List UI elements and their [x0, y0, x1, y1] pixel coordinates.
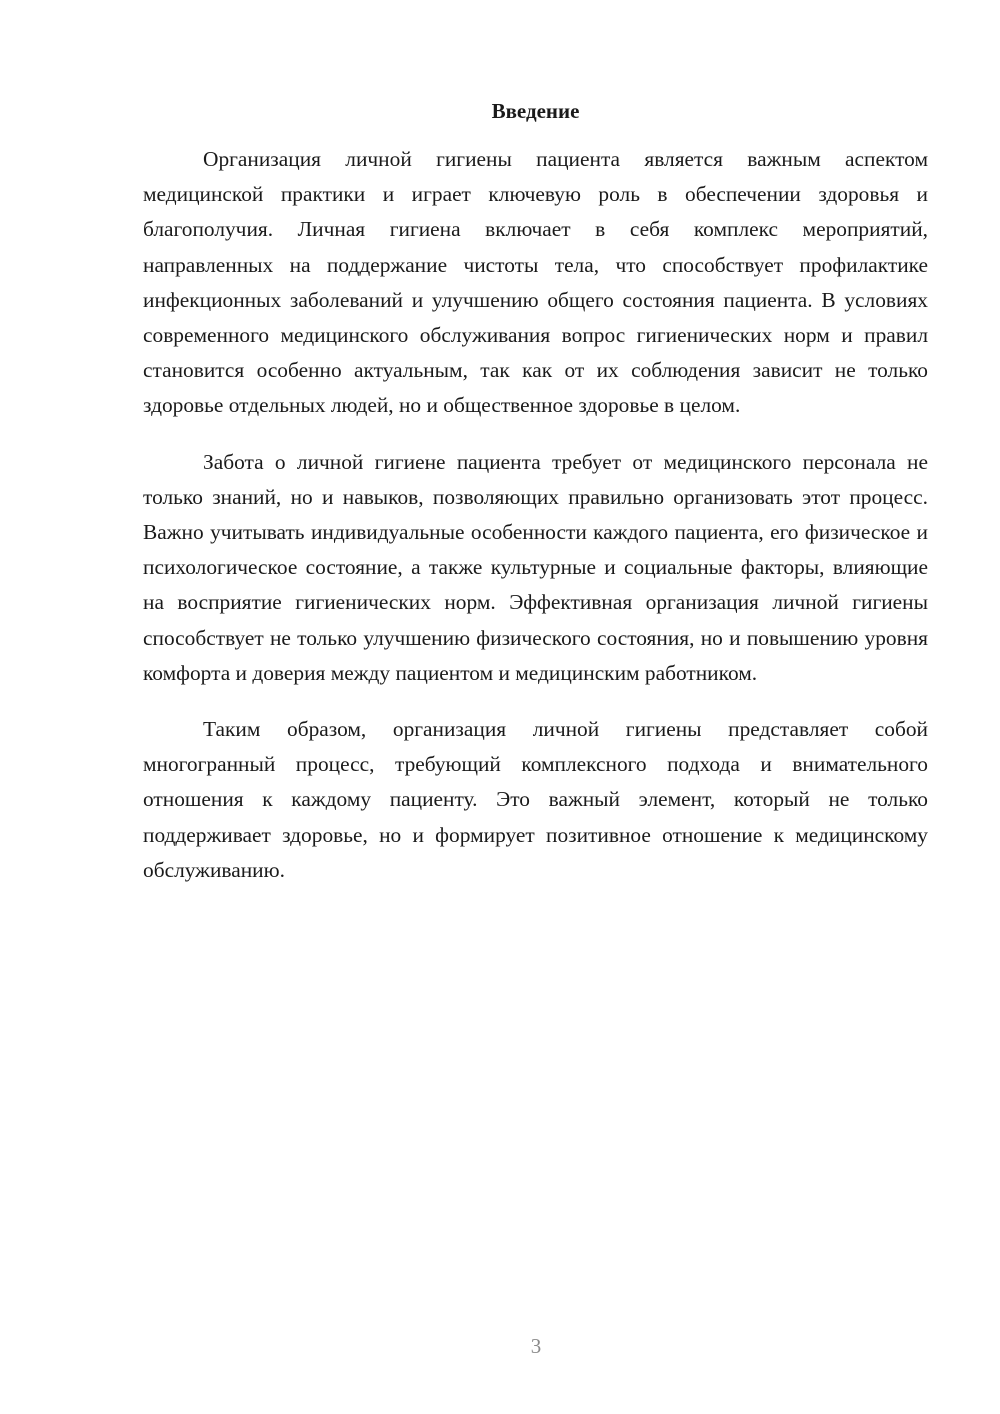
paragraph-2: Забота о личной гигиене пациента требует от медицинского персонала не только знаний, но и навыков, позволяющих правильно организовать этот процесс. Важно учитывать индивидуальные особенности каждого пациента, его физическое и психологическое состояние, а также культурные и социальные факторы, влияющие на восприятие гигиенических норм. Эффективная организация личной гигиены способствует не только улучшению физического состояния, но и повышению уровня комфорта и доверия между пациентом и медицинским работником. — [143, 449, 928, 685]
paragraph-1: Организация личной гигиены пациента является важным аспектом медицинской практики и играет ключевую роль в обеспечении здоровья и благополучия. Личная гигиена включает в себя комплекс мероприятий, направленных на поддержание чистоты тела, что способствует профилактике инфекционных заболеваний и улучшению общего состояния пациента. В условиях современного медицинского обслуживания вопрос гигиенических норм и правил становится особенно актуальным, так как от их соблюдения зависит не только здоровье отдельных людей, но и общественное здоровье в целом. — [143, 147, 928, 418]
paragraph-3: Таким образом, организация личной гигиены представляет собой многогранный процесс, требующий комплексного подхода и внимательного отношения к каждому пациенту. Это важный элемент, который не только поддерживает здоровье, но и формирует позитивное отношение к медицинскому обслуживанию. — [143, 717, 928, 882]
page-number: 3 — [530, 1334, 542, 1358]
document-body — [143, 142, 928, 909]
page-title: Введение — [491, 99, 580, 123]
